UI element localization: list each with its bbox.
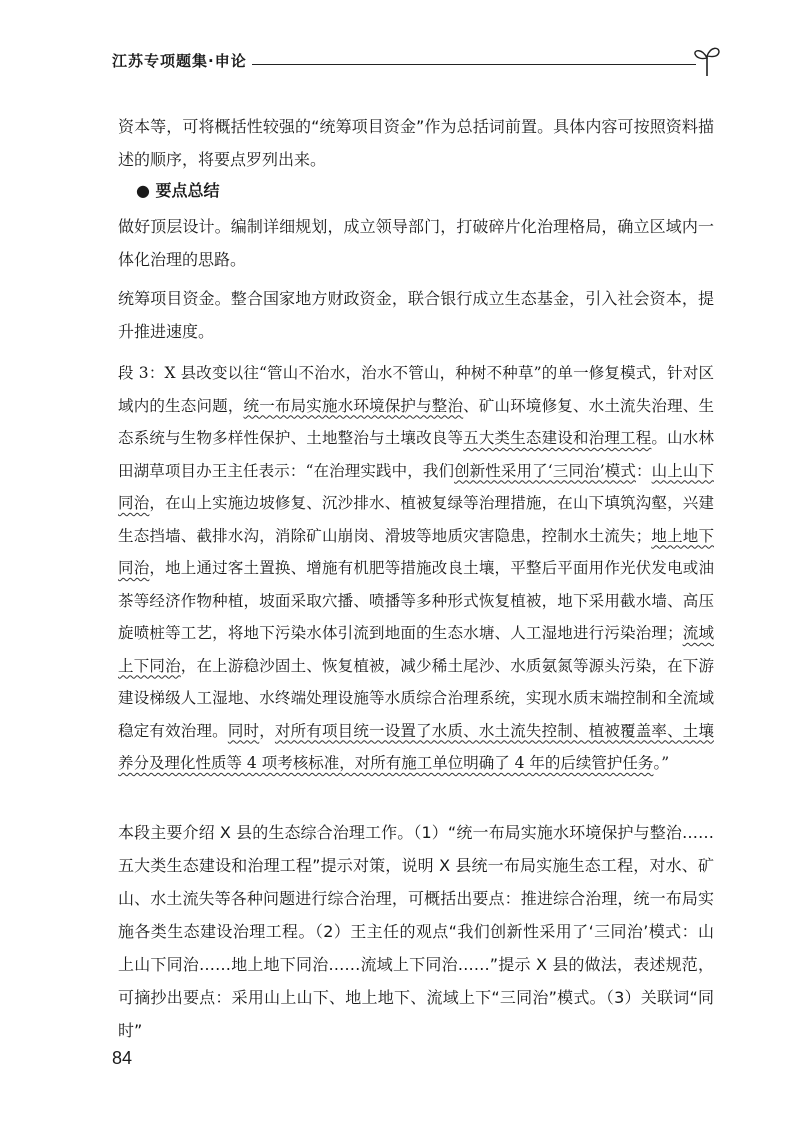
- header-rule: [252, 64, 696, 65]
- key-phrase: 创新性采用了‘三同治’模式: [454, 461, 636, 480]
- summary-heading: ● 要点总结: [136, 181, 220, 200]
- point-fund-integration: 统筹项目资金。整合国家地方财政资金，联合银行成立生态基金，引入社会资本，提升推进速度。: [118, 289, 714, 341]
- book-title: 江苏专项题集·申论: [112, 52, 247, 70]
- sprout-icon: [692, 44, 722, 78]
- running-header: [112, 44, 722, 84]
- source-material-paragraph: 段 3：X 县改变以往“管山不治水，治水不管山，种树不种草”的单一修复模式，针对区域内的生态问题，统一布局实施水环境保护与整治、矿山环境修复、水土流失治理、生态系统与生物多样性保护、土地整治与土壤改良等五大类生态建设和治理工程。山水林田湖草项目办王主任表示：“在治理实践中，我们创新性采用了‘三同治’模式：山上山下同治，在山上实施边坡修复、沉沙排水、植被复绿等治理措施，在山下填筑沟壑，兴建生态挡墙、截排水沟，消除矿山崩岗、滑坡等地质灾害隐患，控制水土流失；地上地下同治，地上通过客土置换、增施有机肥等措施改良土壤，平整后平面用作光伏发电或油茶等经济作物种植，坡面采取穴播、喷播等多种形式恢复植被，地下采用截水墙、高压旋喷桩等工艺，将地下污染水体引流到地面的生态水塘、人工湿地进行污染治理；流域上下同治，在上游稳沙固土、恢复植被，减少稀土尾沙、水质氨氮等源头污染，在下游建设梯级人工湿地、水终端处理设施等水质综合治理系统，实现水质末端控制和全流域稳定有效治理。同时，对所有项目统一设置了水质、水土流失控制、植被覆盖率、土壤养分及理化性质等 4 项考核标准，对所有施工单位明确了 4 年的后续管护任务。”: [118, 364, 714, 772]
- key-phrase: 对所有项目统一设置了水质、水土流失控制、植被覆盖率、土壤养分及理化性质等 4 项考核标准，对所有施工单位明确了 4 年的后续管护任务: [118, 721, 714, 772]
- key-phrase: 地上地下同治: [118, 526, 714, 577]
- intro-paragraph: 资本等，可将概括性较强的“统筹项目资金”作为总括词前置。具体内容可按照资料描述的顺序，将要点罗列出来。: [118, 117, 714, 169]
- key-phrase: 山上山下同治: [118, 461, 714, 512]
- analysis-paragraph: 本段主要介绍 X 县的生态综合治理工作。（1）“统一布局实施水环境保护与整治……五大类生态建设和治理工程”提示对策，说明 X 县统一布局实施生态工程，对水、矿山、水土流失等各种问题进行综合治理，可概括出要点：推进综合治理，统一布局实施各类生态建设治理工程。（2）王主任的观点“我们创新性采用了‘三同治’模式：山上山下同治……地上地下同治……流域上下同治……”提示 X 县的做法，表述规范，可摘抄出要点：采用山上山下、地上地下、流域上下“三同治”模式。（3）关联词“同时”: [118, 823, 714, 1040]
- key-phrase: 流域上下同治: [118, 624, 714, 675]
- key-phrase: 五大类生态建设和治理工程: [463, 429, 652, 447]
- page-number: 84: [112, 1048, 133, 1068]
- key-phrase: 统一布局实施水环境保护与整治: [243, 396, 464, 415]
- key-phrase: 同时: [227, 721, 260, 740]
- point-top-level-design: 做好顶层设计。编制详细规划，成立领导部门，打破碎片化治理格局，确立区域内一体化治理的思路。: [118, 217, 714, 269]
